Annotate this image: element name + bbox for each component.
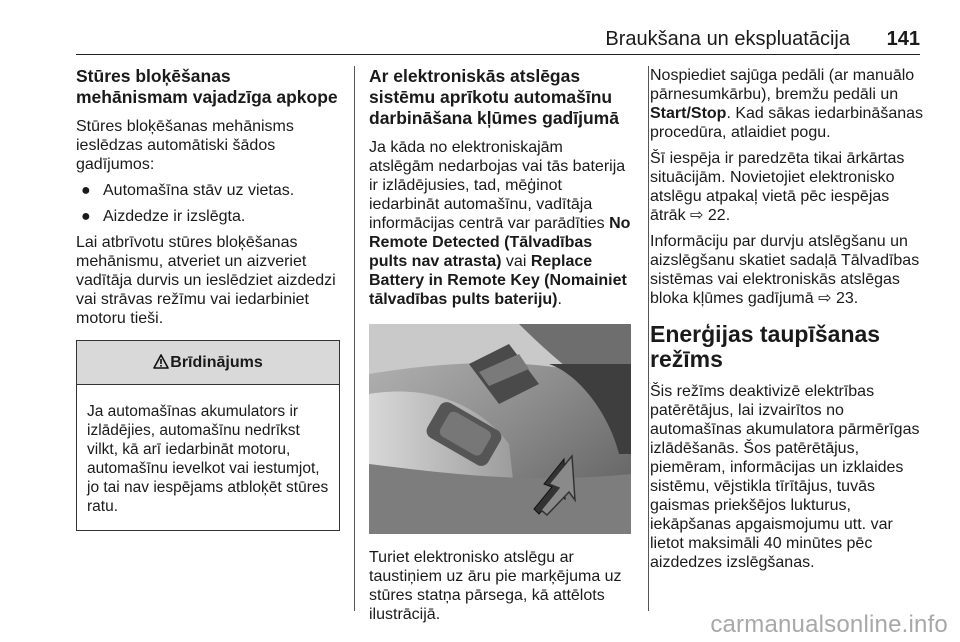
page-number: 141 (886, 28, 920, 50)
page-header (76, 28, 920, 55)
steering-column-illustration (369, 324, 631, 534)
reference-arrow-icon: ⇨ (690, 207, 704, 224)
list-item-text: Automašīna stāv uz vietas. (103, 182, 295, 199)
message-no-remote: No Remote Detected (Tālvadības pults nav atrasta) (369, 215, 631, 270)
column-left (76, 66, 340, 531)
paragraph: Informāciju par durvju atslēgšanu un aizslēgšanu skatiet sadaļā Tālvadības sistēmas vai elektroniskās atslēgas bloka kļūmes gadījumā ⇨ 23. (650, 233, 920, 307)
warning-title: Brīdinājums (170, 354, 263, 371)
warning-box (76, 340, 340, 531)
paragraph: Šī iespēja ir paredzēta tikai ārkārtas situācijām. Novietojiet elektronisko atslēgu atpakaļ vietā pēc iespējas ātrāk ⇨ 22. (650, 150, 905, 224)
bullet-icon: ● (81, 208, 91, 225)
paragraph: Šis režīms deaktivizē elektrības patērētājus, lai izvairītos no automašīnas akumulatora pārmērīgas izlādēšanās. Šos patērētājus, piemēram, informācijas un izklaides sistēmu, vējstikla tīrītājus, tuvās gaismas priekšējos lukturus, iekāpšanas apgaismojumu utt. var lietot maksimāli 40 minūtes pēc aizdedzes izslēgšanas. (650, 383, 920, 571)
list-item (76, 207, 340, 226)
chapter-title: Braukšana un ekspluatācija (605, 28, 850, 50)
bullet-list (76, 181, 340, 226)
paragraph: Ja kāda no elektroniskajām atslēgām nedarbojas vai tās baterija ir izlādējusies, tad, mēģinot iedarbināt automašīnu, vadītāja informācijas centrā var parādīties No Remote Detected (Tālvadības pults nav atrasta) vai Replace Battery in Remote Key (Nomainiet tālvadības pults bateriju). (369, 139, 631, 308)
watermark: carmanualsonline.info (710, 611, 948, 638)
section-heading-emergency-start: Ar elektroniskās atslēgas sistēmu aprīkotu automašīnu darbināšana kļūmes gadījumā (369, 66, 619, 128)
message-replace-battery: Replace Battery in Remote Key (Nomainiet tālvadības pults bateriju) (369, 253, 627, 308)
warning-header (77, 341, 339, 385)
column-divider (648, 66, 649, 611)
section-heading-energy-saving: Enerģijas taupīšanas režīms (650, 321, 881, 372)
list-item (76, 181, 340, 200)
start-stop-label: Start/Stop (650, 105, 727, 122)
illustration-caption: Turiet elektronisko atslēgu ar taustiņiem uz āru pie marķējuma uz stūres statņa pārsega, kā attēlots ilustrācijā. (369, 549, 622, 623)
section-heading-steering-lock: Stūres bloķēšanas mehānismam vajadzīga apkope (76, 66, 338, 107)
reference-arrow-icon: ⇨ (818, 290, 832, 307)
paragraph: Nospiediet sajūga pedāli (ar manuālo pārnesumkārbu), bremžu pedāli un Start/Stop. Kad sākas iedarbināšanas procedūra, atlaidiet pogu. (650, 67, 924, 141)
steering-column-photo (369, 324, 631, 534)
bullet-icon: ● (81, 182, 91, 199)
paragraph: Lai atbrīvotu stūres bloķēšanas mehānismu, atveriet un aizveriet vadītāja durvis un ieslēdziet aizdedzi vai strāvas režīmu vai iedarbiniet motoru tieši. (76, 234, 336, 327)
column-divider (354, 66, 355, 611)
list-item-text: Aizdedze ir izslēgta. (103, 208, 246, 225)
column-right (650, 66, 925, 579)
page-reference[interactable]: 22 (707, 207, 726, 224)
warning-triangle-icon (153, 354, 169, 369)
paragraph: Stūres bloķēšanas mehānisms ieslēdzas automātiski šādos gadījumos: (76, 118, 294, 173)
page-reference[interactable]: 23 (835, 290, 854, 307)
column-middle (369, 66, 631, 631)
warning-text: Ja automašīnas akumulators ir izlādējies, automašīnu nedrīkst vilkt, kā arī iedarbināt motoru, automašīnu ievelkot vai iestumjot, jo tai nav iespējams atbloķēt stūres ratu. (87, 403, 329, 515)
